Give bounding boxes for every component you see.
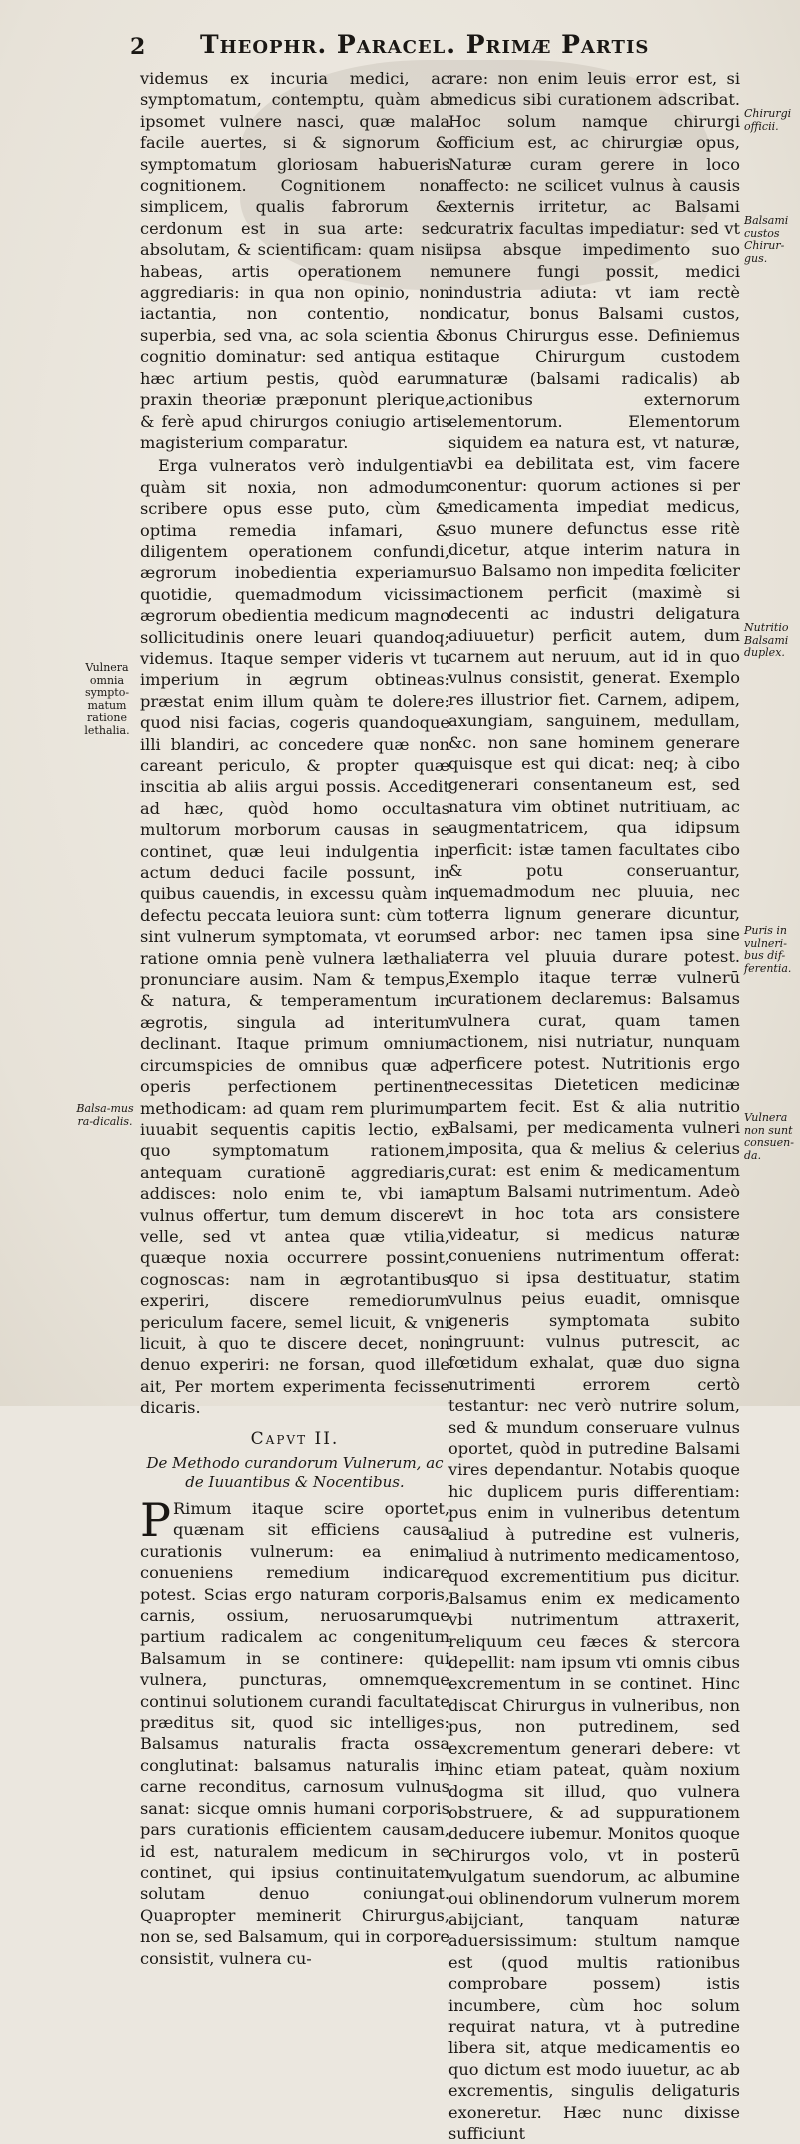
margin-note-right: Chirurgi officii. bbox=[744, 107, 792, 133]
margin-note-right: Vulnera non sunt consuen-da. bbox=[744, 1111, 794, 1162]
paragraph: rare: non enim leuis error est, si medicus sibi curationem adscribat. Hoc solum namque chirurgi officium est, ac chirurgiæ opus, Naturæ curam gerere in loco affecto: ne scilicet vulnus à causis externis irritetur, ac Balsami curatrix facultas impediatur: sed vt ipsa absque impedimento suo munere fungi possit, medici industria adiuta: vt iam rectè dicatur, bonus Balsami custos, bonus Chirurgus esse. Definiemus itaque Chirurgum custodem naturæ (balsami radicalis) ab actionibus externorum elementorum. Elementorum siquidem ea natura est, vt naturæ, vbi ea debilitata est, vim facere conentur: quorum actiones si per medicamenta impediat medicus, suo munere defunctus esse ritè dicetur, atque interim natura in suo Balsamo non impedita fœliciter actionem perficit (maximè si decenti ac industri deligatura adiuuetur) perficit autem, dum carnem aut neruum, aut id in quo vulnus consistit, generat. Exemplo res illustrior fiet. Carnem, adipem, axungiam, sanguinem, medullam, &c. non sane hominem generare quisque est qui dicat: neq; à cibo generari consentaneum est, sed natura vim obtinet nutritiuam, ac augmentatricem, qua idipsum perficit: istæ tamen facultates cibo & potu conseruantur, quemadmodum nec pluuia, nec terra lignum generare dicuntur, sed arbor: nec tamen ipsa sine terra vel pluuia durare potest. Exemplo itaque terræ vulnerū curationem declaremus: Balsamus vulnera curat, quam tamen actionem, nisi nutriatur, nunquam perficere potest. Nutritionis ergo necessitas Dieteticen medicinæ partem fecit. Est & alia nutritio Balsami, per medicamenta vulneri imposita, qua & melius & celerius curat: est enim & medicamentum aptum Balsami nutrimentum. Adeò vt in hoc tota ars consistere videatur, si medicus naturæ conueniens nutrimentum offerat: quo si ipsa destituatur, statim vulnus peius euadit, omnisque generis symptomata subito ingruunt: vulnus putrescit, ac fœtidum exhalat, quæ duo signa nutrimenti errorem certò testantur: nec verò nutrire solum, sed & mundum conseruare vulnus oportet, quòd in putredine Balsami vires dependantur. Notabis quoque hic duplicem puris differentiam: pus enim in vulneribus detentum aliud à putredine est vulneris, aliud à nutrimento medicamentoso, quod excrementitium pus dicitur. Balsamus enim ex medicamento vbi nutrimentum attraxerit, reliquum ceu fæces & stercora depellit: nam ipsum vti omnis cibus excrementum in se continet. Hinc discat Chirurgus in vulneribus, non pus, non putredinem, sed excrementum generari debere: vt hinc etiam pateat, quàm noxium dogma sit illud, quo vulnera obstruere, & ad suppurationem deducere iubemur. Monitos quoque Chirurgos volo, vt in posterū vulgatum suendorum, ac albumine oui oblinendorum vulnerum morem abijciant, tanquam naturæ aduersissimum: stultum namque est (quod multis rationibus comprobare possem) istis incumbere, cùm hoc solum requirat natura, vt à putredine libera sit, atque medicamentis eo quo dictum est modo iuuetur, ac ab excrementis, singulis deligaturis exoneretur. Hæc nunc dixisse sufficiunt bbox=[448, 69, 741, 2143]
page-number: 2 bbox=[130, 34, 146, 60]
margin-note-right: Nutritio Balsami duplex. bbox=[744, 621, 789, 659]
chapter-title: Capvt II. bbox=[250, 1428, 340, 1449]
page-header bbox=[130, 30, 750, 70]
margin-note-left: Balsa-mus ra-dicalis. bbox=[76, 1102, 134, 1128]
margin-note-right: Puris in vulneri-bus dif-ferentia. bbox=[744, 924, 792, 975]
paragraph: videmus ex incuria medici, ac symptomatum, contemptu, quàm ab ipsomet vulnere nasci, quæ mala facile auertes, si & signorum & symptomatum gloriosam habueris cognitionem. Cognitionem non simplicem, qualis fabrorum & cerdonum est in sua arte: sed absolutam, & scientificam: quam nisi habeas, artis operationem ne aggrediaris: in qua non opinio, non iactantia, non contentio, non superbia, sed vna, ac sola scientia & cognitio dominatur: sed antiqua est hæc artium pestis, quòd earum praxin theoriæ præponunt plerique, & ferè apud chirurgos coniugio artis magisterium comparatur. bbox=[140, 69, 450, 452]
left-column bbox=[140, 68, 450, 1968]
chapter-paragraph: PRimum itaque scire oportet, quænam sit efficiens causa curationis vulnerum: ea enim conueniens remedium indicare potest. Scias ergo naturam corporis, carnis, ossium, neruosarumque partium radicalem ac congenitum Balsamum in se continere: qui vulnera, puncturas, omnemque continui solutionem curandi facultate præditus sit, quod sic intelliges: Balsamus naturalis fracta ossa conglutinat: balsamus naturalis in carne reconditus, carnosum vulnus sanat: sicque omnis humani corporis pars curationis efficientem causam, id est, naturalem medicum in se continet, qui ipsius continuitatem solutam denuo coniungat. Quapropter meminerit Chirurgus, non se, sed Balsamum, qui in corpore consistit, vulnera cu- bbox=[140, 1493, 450, 1968]
chapter-subtitle: De Methodo curandorum Vulnerum, ac de Iuuantibus & Nocentibus. bbox=[146, 1454, 444, 1491]
running-head: Theophr. Paracel. Primæ Partis bbox=[200, 30, 650, 59]
margin-note-left: Vulnera omnia sympto-matum ratione lethalia. bbox=[84, 661, 130, 737]
right-column bbox=[448, 68, 741, 2143]
paragraph: Erga vulneratos verò indulgentia quàm sit noxia, non admodum scribere opus esse puto, cùm & optima remedia infamari, & diligentem operationem confundi, ægrorum inobedientia experiamur quotidie, quemadmodum vicissim ægrorum obedientia medicum magno sollicitudinis onere leuari quandoq; videmus. Itaque semper videris vt tu imperium in ægrum obtineas: præstat enim illum quàm te dolere: quod nisi facias, cogeris quandoque illi blandiri, ac concedere quæ non careant periculo, & propter quæ inscitia ab aliis argui possis. Accedit ad hæc, quòd homo occultas multorum morborum causas in se continet, quæ leui indulgentia in actum deduci facile possunt, in quibus cauendis, in excessu quàm in defectu peccata leuiora sunt: cùm tot sint vulnerum symptomata, vt eorum ratione omnia penè vulnera læthalia pronunciare ausim. Nam & tempus, & natura, & temperamentum in ægrotis, singula ad interitum declinant. Itaque primum omnium circumspicies de omnibus quæ ad operis perfectionem pertinent methodicam: ad quam rem plurimum iuuabit sequentis capitis lectio, ex quo symptomatum rationem, antequam curationē aggrediaris, addisces: nolo enim te, vbi iam vulnus offertur, tum demum discere velle, sed vt antea quæ vtilia, quæque noxia occurrere possint, cognoscas: nam in ægrotantibus experiri, discere remediorum periculum facere, semel licuit, & vni licuit, à quo te discere decet, non denuo experiri: ne forsan, quod ille ait, Per mortem experimenta fecisse dicaris. bbox=[140, 456, 450, 1418]
margin-note-right: Balsami custos Chirur-gus. bbox=[744, 214, 789, 265]
